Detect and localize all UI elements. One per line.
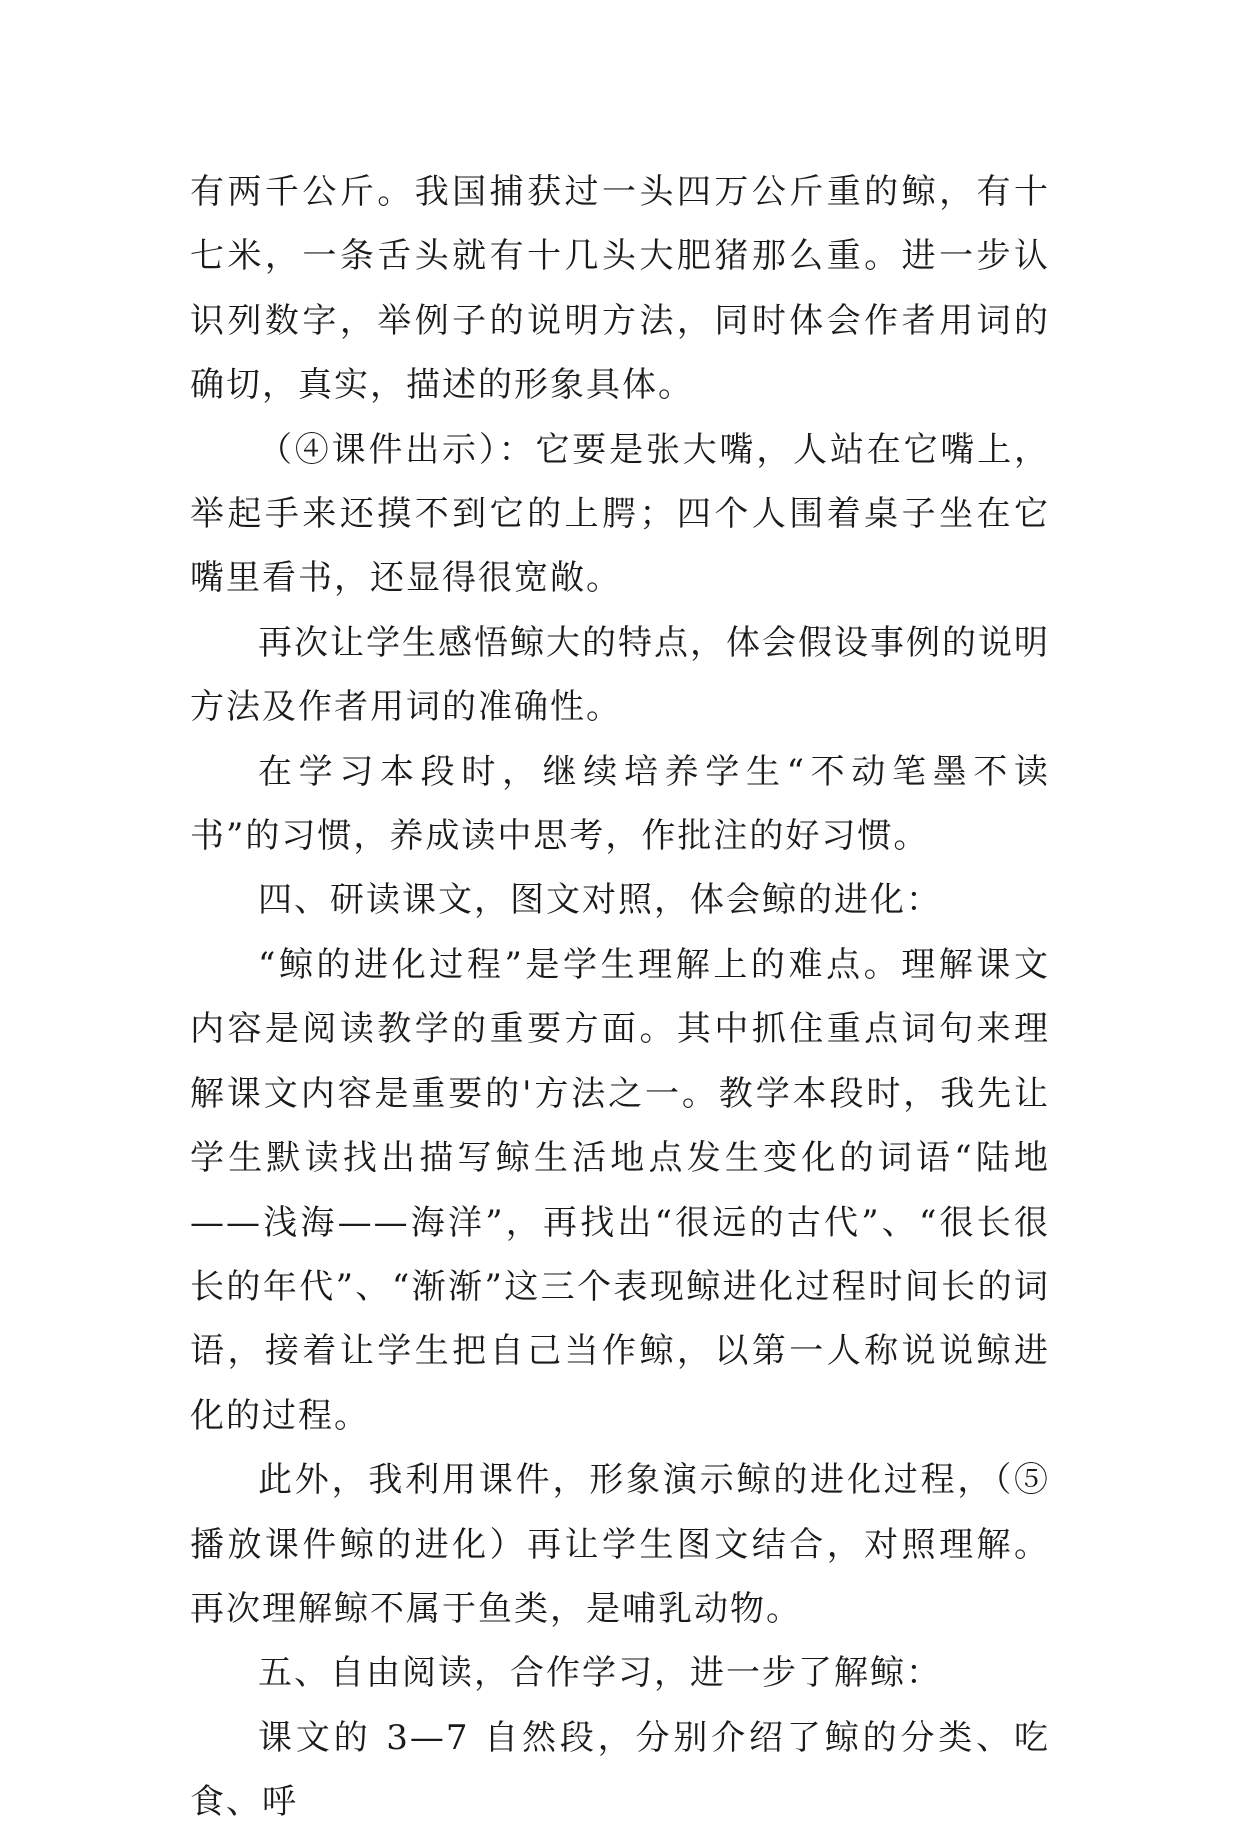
paragraph-7: 课文的 3—7 自然段，分别介绍了鲸的分类、吃食、呼 [190,1717,1050,1823]
paragraph-5: “鲸的进化过程”是学生理解上的难点。理解课文内容是阅读教学的重要方面。其中抓住重点词句来理解课文内容是重要的'方法之一。教学本段时，我先让学生默读找出描写鲸生活地点发生变化的词语“陆地——浅海——海洋”，再找出“很远的古代”、“很长很长的年代”、“渐渐”这三个表现鲸进化过程时间长的词语，接着让学生把自己当作鲸，以第一人称说说鲸进化的过程。 [190,944,1050,1436]
section-heading-5: 五、自由阅读，合作学习，进一步了解鲸： [258,1653,942,1694]
paragraph-1: 有两千公斤。我国捕获过一头四万公斤重的鲸，有十七米，一条舌头就有十几头大肥猪那么重。进一步认识列数字，举例子的说明方法，同时体会作者用词的确切，真实，描述的形象具体。 [190,172,1050,406]
paragraph-2: （④课件出示）：它要是张大嘴，人站在它嘴上，举起手来还摸不到它的上腭；四个人围着桌子坐在它嘴里看书，还显得很宽敞。 [190,429,1050,599]
section-heading-4: 四、研读课文，图文对照，体会鲸的进化： [258,880,942,921]
paragraph-6: 此外，我利用课件，形象演示鲸的进化过程，（⑤播放课件鲸的进化）再让学生图文结合，对照理解。再次理解鲸不属于鱼类，是哺乳动物。 [190,1460,1050,1629]
paragraph-3: 再次让学生感悟鲸大的特点，体会假设事例的说明方法及作者用词的准确性。 [190,622,1050,728]
paragraph-4: 在学习本段时，继续培养学生“不动笔墨不读书”的习惯，养成读中思考，作批注的好习惯。 [190,751,1050,857]
body-text [190,160,1050,1835]
